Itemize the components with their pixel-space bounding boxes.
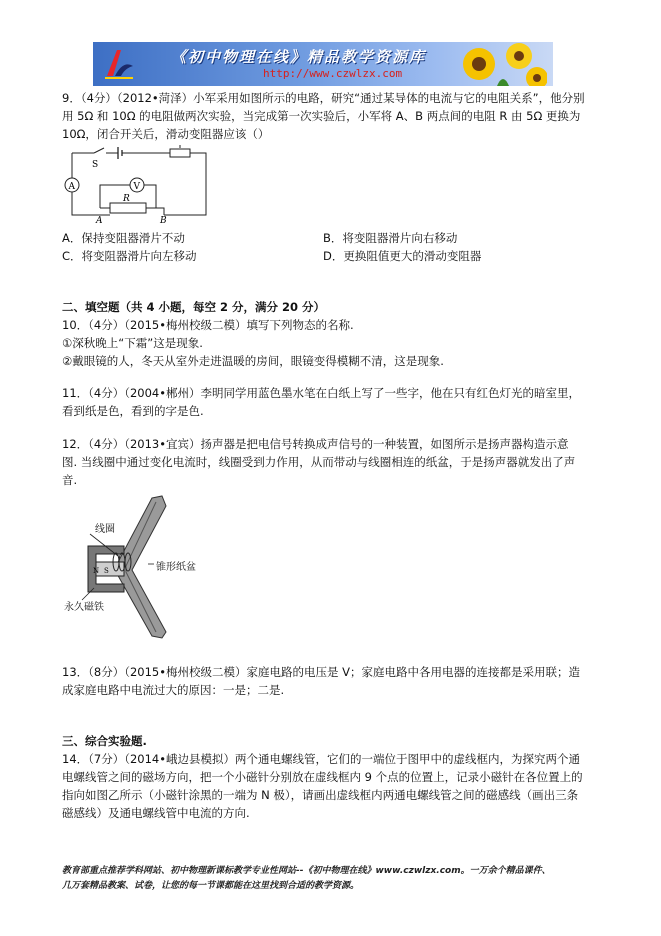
circuit-label-ammeter: A [68,182,75,192]
q14-line-3: 指向如图乙所示（小磁针涂黑的一端为 N 极），请画出虚线框内两通电螺线管之间的磁感线（画出三条 [62,788,579,802]
circuit-diagram [60,145,220,225]
section-2-title: 二、填空题（共 4 小题，每空 2 分，满分 20 分） [62,300,326,314]
q13-line-2: 成家庭电路中电流过大的原因：一是；二是. [62,683,285,697]
q12-line-1: 12．（4分）（2013•宜宾）扬声器是把电信号转换成声信号的一种装置，如图所示是扬声器构造示意 [62,437,569,451]
circuit-label-switch: S [92,160,99,170]
q12-line-2: 图. 当线圈中通过变化电流时，线圈受到力作用，从而带动与线圈相连的纸盆，于是扬声器就发出了声 [62,455,576,469]
resistor-icon [110,203,146,213]
q14-line-4: 磁感线）及通电螺线管中电流的方向. [62,806,250,820]
speaker-label-magnet: 永久磁铁 [64,602,104,613]
page-footer [62,864,602,894]
q10-line-2: ①深秋晚上“下霜”这是现象. [62,336,203,350]
banner-url[interactable]: http://www.czwlzx.com [263,67,403,80]
rheostat-icon [170,149,190,157]
banner-title: 《初中物理在线》精品教学资源库 [171,48,427,66]
q9-option-c: C．将变阻器滑片向左移动 [62,249,197,263]
sunflower-icon [457,42,547,86]
switch-icon [94,148,104,153]
speaker-s-pole: S [104,567,109,575]
footer-line-1: 教育部重点推荐学科网站、初中物理新课标教学专业性网站--《初中物理在线》www.czwlzx.com。一万余个精品课件、 [62,866,551,876]
battery-icon [118,147,122,159]
q11-line-2: 看到纸是色，看到的字是色. [62,404,204,418]
q9-line-3: 10Ω，闭合开关后，滑动变阻器应该（） [62,127,270,141]
circuit-label-point-a: A [96,216,103,225]
q9-option-b: B．将变阻器滑片向右移动 [323,231,458,245]
speaker-label-cone: 锥形纸盆 [156,562,196,573]
circuit-label-resistor: R [123,194,130,204]
speaker-n-pole: N [93,567,100,575]
header-banner [93,42,553,86]
q9-option-a: A．保持变阻器滑片不动 [62,231,185,245]
circuit-label-point-b: B [160,216,167,225]
q10-line-1: 10．（4分）（2015•梅州校级二模）填写下列物态的名称. [62,318,354,332]
q10-line-3: ②戴眼镜的人，冬天从室外走进温暖的房间，眼镜变得模糊不清，这是现象. [62,354,444,368]
q13-line-1: 13．（8分）（2015•梅州校级二模）家庭电路的电压是 V；家庭电路中各用电器的连接都是采用联；造 [62,665,581,679]
footer-line-2: 几万套精品教案、试卷，让您的每一节课都能在这里找到合适的教学资源。 [62,881,360,891]
q14-line-1: 14．（7分）（2014•峨边县模拟）两个通电螺线管，它们的一端位于图甲中的虚线框内，为探究两个通 [62,752,580,766]
q9-line-2: 用 5Ω 和 10Ω 的电阻做两次实验，当完成第一次实验后，小军将 A、B 两点间的电阻 R 由 5Ω 更换为 [62,109,581,123]
q9-line-1: 9．（4分）（2012•菏泽）小军采用如图所示的电路，研究“通过某导体的电流与它的电阻关系”，他分别 [62,91,585,105]
q12-line-3: 音. [62,473,78,487]
circuit-label-voltmeter: V [133,182,140,192]
speaker-label-coil: 线圈 [95,524,115,535]
site-logo-icon [101,46,137,82]
q9-option-d: D．更换阻值更大的滑动变阻器 [323,249,482,263]
q14-line-2: 电螺线管之间的磁场方向，把一个小磁针分别放在虚线框内 9 个点的位置上，记录小磁针在各位置上的 [62,770,583,784]
q11-line-1: 11．（4分）（2004•郴州）李明同学用蓝色墨水笔在白纸上写了一些字，他在只有红色灯光的暗室里， [62,386,580,400]
section-3-title: 三、综合实验题. [62,734,147,748]
